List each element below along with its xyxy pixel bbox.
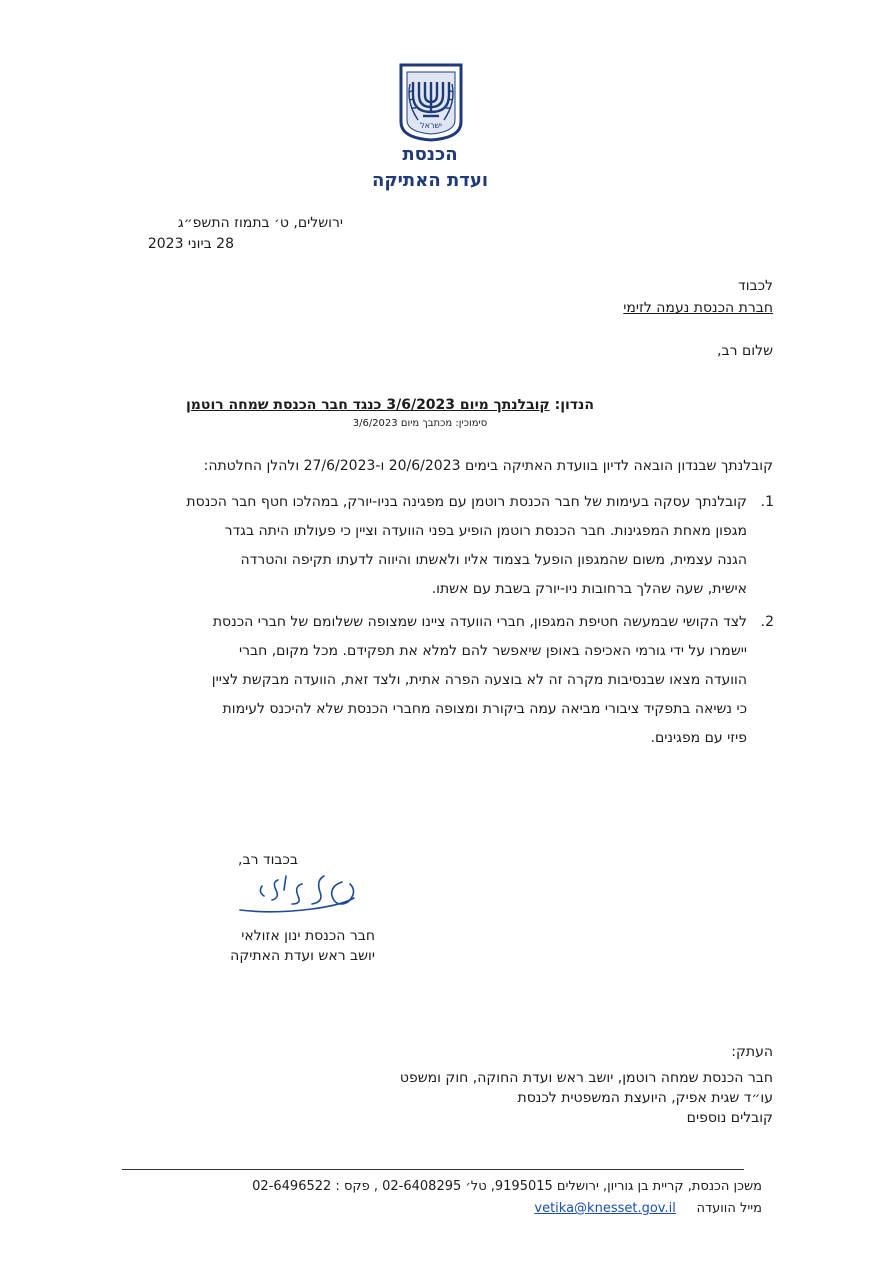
greeting: שלום רב, <box>717 343 773 359</box>
paragraph-line: פיזי עם מפגינים. <box>650 730 747 746</box>
footer-divider <box>122 1169 744 1170</box>
paragraph-line: הגנה עצמית, משום שהמגפון הופעל בצמוד אליו ולאשתו והיווה לדעתו תקיפה והטרדה <box>240 552 747 568</box>
item-number: 2. <box>760 614 774 630</box>
cc-line: קובלים נוספים <box>686 1110 773 1126</box>
gregorian-date: 28 ביוני 2023 <box>147 236 234 252</box>
footer-address: משכן הכנסת, קריית בן גוריון, ירושלים 9195015, טל׳ 02-6408295 , פקס : 02-6496522 <box>252 1179 762 1194</box>
regards: בכבוד רב, <box>238 852 298 868</box>
paragraph-line: הוועדה מצאו שבנסיבות מקרה זה לא בוצעה הפרה אתית, ולצד זאת, הוועדה מבקשת לציין <box>211 672 747 688</box>
knesset-menorah-emblem-icon <box>398 62 464 142</box>
cc-line: חבר הכנסת שמחה רוטמן, יושב ראש ועדת החוקה, חוק ומשפט <box>399 1070 773 1086</box>
footer-email-row <box>534 1199 762 1219</box>
paragraph-line: יישמרו על ידי גורמי האכיפה באופן שיאפשר להם למלא את תפקידם. מכל מקום, חברי <box>239 643 747 659</box>
handwritten-signature-icon <box>232 862 362 922</box>
subject-text: קובלנתך מיום 3/6/2023 כנגד חבר הכנסת שמחה רוטמן <box>186 397 550 413</box>
cc-line: עו״ד שגית אפיק, היועצת המשפטית לכנסת <box>517 1090 773 1106</box>
committee-name: ועדת האתיקה <box>372 170 488 191</box>
hebrew-date: ירושלים, ט׳ בתמוז התשפ״ג <box>177 215 343 231</box>
subject-line <box>120 397 660 413</box>
salutation: לכבוד <box>738 278 773 294</box>
cc-label: העתק: <box>731 1044 773 1060</box>
paragraph-line: לצד הקושי שבמעשה חטיפת המגפון, חברי הוועדה ציינו שמצופה ששלומם של חברי הכנסת <box>212 614 747 630</box>
intro-paragraph: קובלנתך שבנדון הובאה לדיון בוועדת האתיקה בימים 20/6/2023 ו-27/6/2023 ולהלן החלטתה: <box>203 458 773 474</box>
paragraph-line: קובלנתך עסקה בעימות של חבר הכנסת רוטמן עם מפגינה בניו-יורק, במהלכו חטף חבר הכנסת <box>186 494 747 510</box>
emblem-text: ישראל <box>420 121 442 130</box>
item-number: 1. <box>760 494 774 510</box>
list-item <box>149 488 747 604</box>
email-link[interactable]: vetika@knesset.gov.il <box>534 1201 676 1216</box>
recipient-name: חברת הכנסת נעמה לזימי <box>623 300 773 316</box>
footer-email-label: מייל הוועדה <box>696 1201 762 1216</box>
org-name: הכנסת <box>402 144 458 165</box>
subject-label: הנדון: <box>554 397 594 413</box>
list-item <box>149 608 747 753</box>
reference-line: סימוכין: מכתבך מיום 3/6/2023 <box>352 418 488 429</box>
paragraph-line: מגפון מאחת המפגינות. חבר הכנסת רוטמן הופיע בפני הוועדה וציין כי פעולתו היתה בגדר <box>224 523 747 539</box>
paragraph-line: כי נשיאה בתפקיד ציבורי מביאה עמה ביקורת ומצופה מחברי הכנסת שלא להיכנס לעימות <box>222 701 747 717</box>
signer-title: יושב ראש ועדת האתיקה <box>230 948 375 964</box>
paragraph-line: אישית, שעה שהלך ברחובות ניו-יורק בשבת עם אשתו. <box>431 581 747 597</box>
signer-name: חבר הכנסת ינון אזולאי <box>241 928 375 944</box>
